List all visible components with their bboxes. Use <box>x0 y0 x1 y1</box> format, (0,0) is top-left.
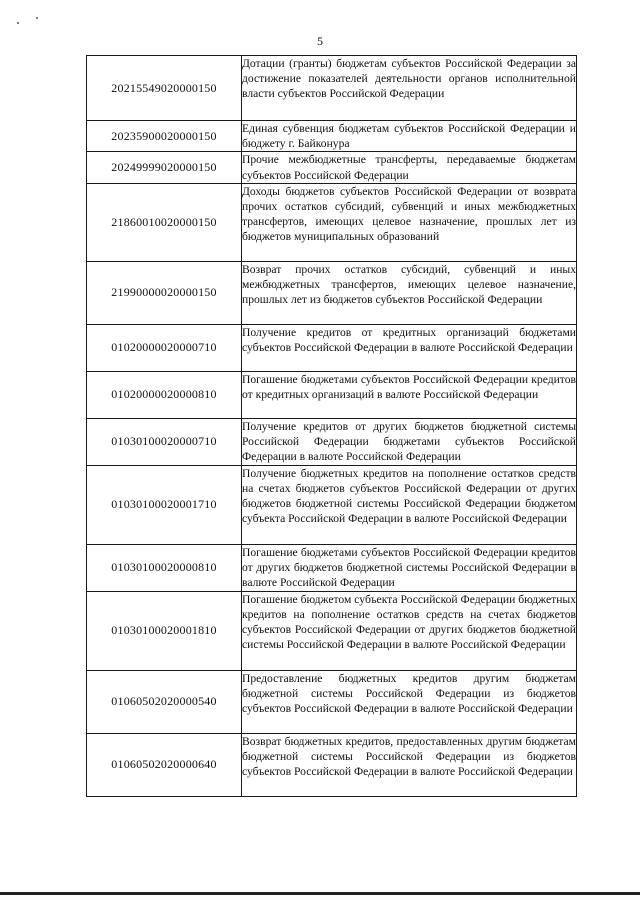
table-row <box>87 544 577 591</box>
budget-code: 20249999020000150 <box>87 152 242 183</box>
budget-description: Получение кредитов от других бюджетов бюджетной системы Российской Федерации бюджетами субъектов Российской Федерации в валюте Российской Федерации <box>242 418 577 465</box>
table-row <box>87 591 577 670</box>
budget-code: 21860010020000150 <box>87 183 242 261</box>
table-row <box>87 261 577 324</box>
table-row <box>87 733 577 796</box>
budget-code: 20235900020000150 <box>87 121 242 152</box>
table-row <box>87 56 577 121</box>
budget-description: Возврат прочих остатков субсидий, субвенций и иных межбюджетных трансфертов, имеющих целевое назначение, прошлых лет из бюджетов субъектов Российской Федерации <box>242 261 577 324</box>
budget-description: Доходы бюджетов субъектов Российской Федерации от возврата прочих остатков субсидий, субвенций и иных межбюджетных трансфертов, имеющих целевое назначение, прошлых лет из бюджетов муниципальных образований <box>242 183 577 261</box>
table-row <box>87 371 577 418</box>
table-row <box>87 670 577 733</box>
budget-code: 01060502020000540 <box>87 670 242 733</box>
budget-description: Погашение бюджетами субъектов Российской Федерации кредитов от кредитных организаций в валюте Российской Федерации <box>242 371 577 418</box>
budget-code: 20215549020000150 <box>87 56 242 121</box>
scan-speck <box>17 22 19 24</box>
page-number: 5 <box>317 34 323 48</box>
budget-description: Прочие межбюджетные трансферты, передаваемые бюджетам субъектов Российской Федерации <box>242 153 576 182</box>
budget-description: Получение кредитов от кредитных организаций бюджетами субъектов Российской Федерации в валюте Российской Федерации <box>242 324 577 371</box>
budget-description: Единая субвенция бюджетам субъектов Российской Федерации и бюджету г. Байконура <box>242 122 576 151</box>
budget-code: 01030100020001710 <box>87 465 242 544</box>
budget-description: Погашение бюджетами субъектов Российской Федерации кредитов от других бюджетов бюджетной системы Российской Федерации в валюте Российской Федерации <box>242 544 577 591</box>
page-bottom-edge <box>0 892 640 895</box>
budget-code: 01020000020000710 <box>87 324 242 371</box>
budget-description: Получение бюджетных кредитов на пополнение остатков средств на счетах бюджетов субъектов Российской Федерации от других бюджетов бюджетной системы Российской Федерации бюджетом субъекта Российской Федерации в валюте Российской Федерации <box>242 465 577 544</box>
table-row <box>87 121 577 152</box>
table-row <box>87 183 577 261</box>
budget-classification-table <box>86 55 577 797</box>
budget-code: 01030100020000710 <box>87 418 242 465</box>
table-row <box>87 418 577 465</box>
budget-description: Погашение бюджетом субъекта Российской Федерации бюджетных кредитов на пополнение остатков средств на счетах бюджетов субъектов Российской Федерации от других бюджетов бюджетной системы Российской Федерации в валюте Российской Федерации <box>242 591 577 670</box>
budget-description: Предоставление бюджетных кредитов другим бюджетам бюджетной системы Российской Федерации из бюджетов субъектов Российской Федерации в валюте Российской Федерации <box>242 670 577 733</box>
budget-code: 01030100020000810 <box>87 544 242 591</box>
table-row <box>87 465 577 544</box>
budget-code: 01030100020001810 <box>87 591 242 670</box>
table-row <box>87 152 577 183</box>
budget-description: Дотации (гранты) бюджетам субъектов Российской Федерации за достижение показателей деятельности органов исполнительной власти субъектов Российской Федерации <box>242 56 577 121</box>
scan-speck <box>36 17 38 19</box>
budget-description: Возврат бюджетных кредитов, предоставленных другим бюджетам бюджетной системы Российской Федерации из бюджетов субъектов Российской Федерации в валюте Российской Федерации <box>242 733 577 796</box>
table-row <box>87 324 577 371</box>
budget-code: 01020000020000810 <box>87 371 242 418</box>
budget-code: 01060502020000640 <box>87 733 242 796</box>
budget-code: 21990000020000150 <box>87 261 242 324</box>
